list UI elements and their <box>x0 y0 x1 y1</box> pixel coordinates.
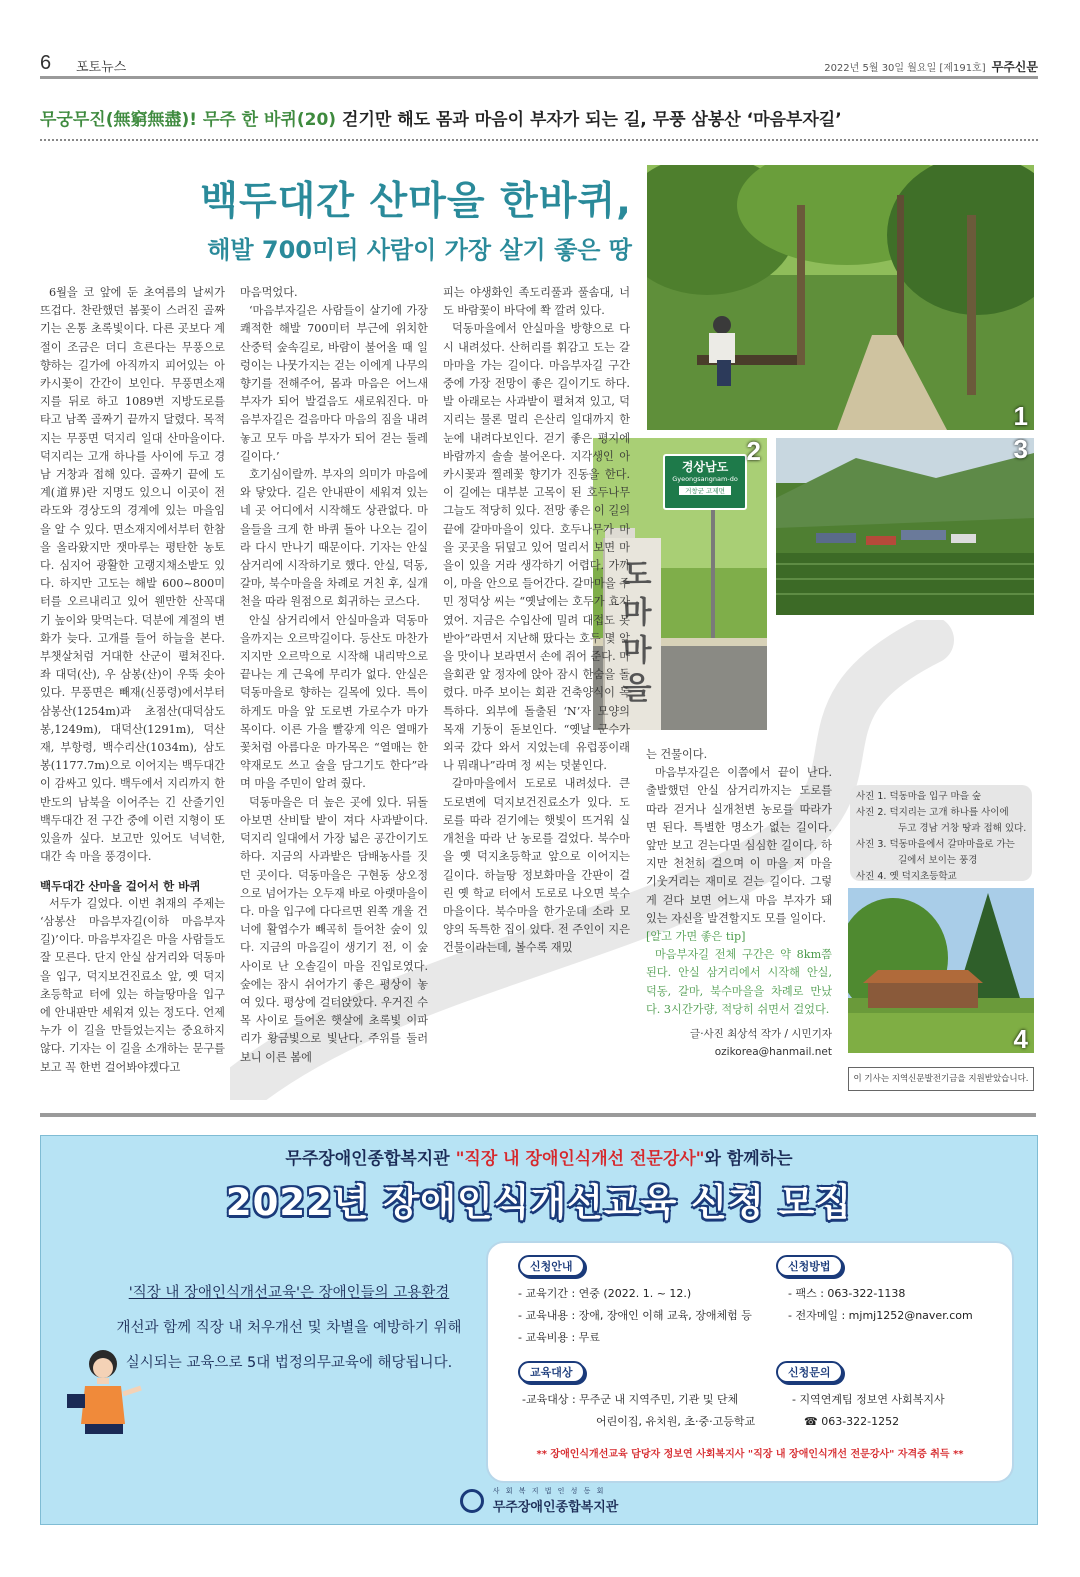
ad-top-tail: 와 함께하는 <box>704 1149 793 1169</box>
series-title <box>40 105 1038 141</box>
byline-email[interactable]: ozikorea@hanmail.net <box>714 1046 832 1059</box>
col2-para-4: 덕동마을은 더 높은 곳에 있다. 뒤돌아보면 산비탈 밭이 져다 사과밭이다. 덕지리 일대에서 가장 넓은 공간이기도 하다. 지금의 사과밭은 담배농사를 짓던 곳이다. 덕동마을은 구현동 상오정으로 넘어가는 오두재 바로 아랫마을이다. 마을 입구에 다다르면 왼쪽 개울 건너에 활엽수가 빼곡히 들어찬 숲이 있다. 지금의 마음길이 생기기 전, 이 숲 사이로 난 오솔길이 마을 진입로였다. 숲에는 잠시 쉬어가기 좋은 평상이 놓여 있다. 평상에 걸터앉았다. 우거진 수목 사이로 들어온 햇살에 초록빛 이파리가 황금빛으로 빛난다. 주위를 둘러보니 이른 봄에 <box>240 795 428 1064</box>
col4-para-0: 는 건물이다. <box>646 748 708 761</box>
col1-para-b: 서두가 길었다. 이번 취재의 주제는 ‘삼봉산 마음부자길(이하 마음부자길)’이다. 마음부자길은 마을 사람들도 잘 모른다. 단지 안실 삼거리와 덕동마을 입구, 덕지보건진료소 앞, 옛 덕지초등학교 터에 있는 하늘땅마을 입구에 안내판만 세워져 있는 정도다. 언제 누가 이 길을 만들었는지는 중요하지 않다. 기자는 이 길을 소개하는 문구를 보고 꼭 한번 걸어봐야겠다고 <box>40 896 225 1074</box>
photo-number-2: 2 <box>746 438 761 466</box>
target-line-1: -교육대상 : 무주군 내 지역주민, 기관 및 단체 <box>522 1393 739 1406</box>
forest-path-image <box>647 165 1034 430</box>
headline <box>120 170 632 265</box>
valley-view-image <box>776 438 1034 615</box>
caption-2a: 사진 2. 덕지리는 고개 하나를 사이에 <box>856 807 1009 818</box>
ad-org-logo <box>41 1486 1037 1515</box>
ad-top-line <box>41 1144 1037 1169</box>
col2-para-1: ‘마음부자길은 사람들이 살기에 가장 쾌적한 해발 700미터 부근에 위치한 산중턱 숲속길로, 바람이 불어올 때 일렁이는 나뭇가지는 걷는 이에게 나무의 향기를 전해주어, 몸과 마음은 어느새 부자가 되어 발걸음도 새로워진다. 마음부자길은 걸음마다 마음의 짐을 내려놓고 모두 마음 부자가 되어 걷는 둘레길이다.’ <box>240 304 428 463</box>
photo-old-school <box>848 888 1034 1053</box>
ad-info-box <box>486 1241 1014 1483</box>
caption-4: 사진 4. 옛 덕지초등학교 <box>856 871 957 882</box>
photo-captions <box>850 785 1032 881</box>
issue-date <box>824 58 1038 75</box>
col3-para-1: 덕동마을에서 안실마을 방향으로 다시 내려섰다. 산허리를 휘감고 도는 갈마마을 가는 길이다. 마음부자길 구간 중에 가장 전망이 좋은 길이기도 하다. 발 아래로는 사과밭이 펼쳐져 있고, 덕지리는 물론 멀리 은산리 일대까지 한눈에 내려다보인다. 걷기 좋은 평지에 바람까지 솔솔 불어온다. 지각생인 아카시꽃과 찔레꽃 향기가 진동을 한다. 이 길에는 대부분 고목이 된 호두나무 그늘도 적당히 있다. 전망 좋은 이 길의 끝에 갈마마을이 있다. 호두나무가 마을 곳곳을 뒤덮고 있어 멀리서 보면 마을이 있을 거라 생각하기 어렵다. 가까이, 마을 안으로 들어간다. 갈마마을 주민 정덕상 씨는 “옛날에는 호두가 효자였어. 지금은 수입산에 밀려 대접도 못 받아”라면서 지난해 땄다는 호두 몇 알을 맛이나 보라면서 손에 쥐어 준다. 마을회관 앞 정자에 앉아 잠시 한숨을 돌렸다. 마주 보이는 회관 건축양식이 독특하다. 외부에 돌출된 ‘N’자 모양의 목재 기둥이 돋보인다. “옛날 군수가 외국 갔다 와서 지었는데 유럽풍이래나 뭐래나”라며 정 씨는 덧붙인다. <box>443 322 631 773</box>
ad-desc-line-3: 실시되는 교육으로 5대 법정의무교육에 해당됩니다. <box>125 1355 453 1371</box>
article-column-3 <box>443 284 630 958</box>
photo-number-4: 4 <box>1013 1024 1028 1053</box>
old-school-image <box>848 888 1034 1053</box>
sign-korean: 경상남도 <box>681 460 729 474</box>
caption-3a: 사진 3. 덕동마을에서 갈마마을로 가는 <box>856 839 1015 850</box>
target-line-2: 어린이집, 유치원, 초·중·고등학교 <box>596 1415 756 1428</box>
col2-para-2: 호기심이랄까. 부자의 의미가 마음에 와 닿았다. 길은 안내판이 세워져 있는 네 곳 어디에서 시작해도 상관없다. 마을들을 크게 한 바퀴 돌아 나오는 길이라 다시 만나기 때문이다. 기자는 안실 삼거리에 시작하기로 했다. 안실, 덕동, 갈마, 북수마을을 차례로 거친 후, 실개천을 따라 원점으로 회귀하는 코스다. <box>240 468 428 609</box>
method-email[interactable]: - 전자메일 : mjmj1252@naver.com <box>788 1309 973 1322</box>
photo-number-1: 1 <box>1013 401 1028 430</box>
section-name: 포토뉴스 <box>76 60 127 75</box>
page-number: 6 <box>40 52 52 74</box>
byline-author: 글·사진 최상석 작가 / 시민기자 <box>690 1028 832 1041</box>
org-logo-icon <box>460 1489 484 1513</box>
col1-subhead: 백두대간 산마을 걸어서 한 바퀴 <box>40 878 201 893</box>
ad-title: 2022년 장애인식개선교육 신청 모집 <box>225 1181 853 1224</box>
col4-para-1: 마음부자길은 이쯤에서 끝이 난다. 출발했던 안실 삼거리까지는 도로를 따라 걷거나 실개천변 농로를 따라가면 된다. 특별한 명소가 없는 길이다. 앞만 보고 걷는다면 심심한 길이다. 하지만 천천히 걸으며 이 마을 저 마을 기웃거리는 재미로 걷는 길이다. 그렇게 걷다 보면 어느새 마음 부자가 돼 있는 자신을 발견할지도 모를 일이다. <box>646 766 832 925</box>
pill-apply-info: 신청안내 <box>518 1255 585 1277</box>
tip-body: 마음부자길 전체 구간은 약 8km쯤 된다. 안실 삼거리에서 시작해 안실, 덕동, 갈마, 북수마을을 차례로 만났다. 3시간가량, 적당히 쉬면서 걸었다. <box>646 948 832 1016</box>
series-label: 무궁무진(無窮無盡)! 무주 한 바퀴(20) <box>40 110 337 130</box>
col3-para-2: 갈마마을에서 도로로 내려섰다. 큰 도로변에 덕지보건진료소가 있다. 도로를 따라 걷기에는 햇빛이 뜨거워 실개천을 따라 난 농로를 걸었다. 북수마을 옛 덕지초등학교 앞으로 이어지는 길이다. 하늘땅 정보화마을 간판이 걸린 옛 학교 터에서 도로로 나오면 북수마을이다. 북수마을 한가운데 소라 모양의 독특한 집이 있다. 전 주인이 지은 건물이라는데, 볼수록 재밌 <box>443 777 631 955</box>
article-column-4 <box>646 746 832 1061</box>
pill-apply-method: 신청방법 <box>776 1255 843 1277</box>
road-sign <box>663 454 747 510</box>
col2-para-0: 마음먹었다. <box>240 286 298 299</box>
col2-para-3: 안실 삼거리에서 안실마을과 덕동마을까지는 오르막길이다. 등산도 마찬가지지만 오르막으로 시작해 내리막으로 끝나는 게 근육에 무리가 없다. 안실은 덕동마을로 향하는 길목에 있다. 특이하게도 마을 앞 도로변 가로수가 마가목이다. 이른 가을 빨갛게 익은 열매가 꽃처럼 아름다운 마가목은 “열매는 한약재로도 쓰고 술을 담그기도 한다”라며 마을 주민이 알려 줬다. <box>240 613 428 791</box>
funding-notice: 이 기사는 지역신문발전기금을 지원받았습니다. <box>848 1067 1034 1091</box>
photo-forest-path <box>647 165 1034 430</box>
org-name: 무주장애인종합복지관 <box>492 1500 619 1515</box>
presenter-illustration <box>61 1344 151 1434</box>
info-period: - 교육기간 : 연중 (2022. 1. ~ 12.) <box>518 1287 692 1300</box>
caption-1: 사진 1. 덕동마을 입구 마을 숲 <box>856 791 982 802</box>
ad-desc-line-1: '직장 내 장애인식개선교육'은 장애인들의 고용환경 <box>128 1285 450 1301</box>
pill-inquiry: 신청문의 <box>776 1361 843 1383</box>
sign-roman: Gyeongsangnam-do <box>672 475 738 483</box>
page-header <box>40 52 1038 79</box>
series-subtitle: 걷기만 해도 몸과 마음이 부자가 되는 길, 무풍 삼봉산 ‘마음부자길’ <box>342 110 842 130</box>
ad-note: ** 장애인식개선교육 담당자 정보연 사회복지사 "직장 내 장애인식개선 전문강사" 자격증 취득 ** <box>536 1449 964 1460</box>
caption-2b: 두고 경남 거창 땅과 접해 있다. <box>898 823 1027 834</box>
headline-main: 백두대간 산마을 한바퀴, <box>200 179 632 224</box>
ad-desc-line-2: 개선과 함께 직장 내 처우개선 및 차별을 예방하기 위해 <box>116 1320 462 1336</box>
method-fax: - 팩스 : 063-322-1138 <box>788 1287 906 1300</box>
ad-top-org: 무주장애인종합복지관 <box>285 1149 456 1169</box>
byline <box>646 1025 832 1061</box>
ad-top-highlight: "직장 내 장애인식개선 전문강사" <box>455 1149 705 1169</box>
inquiry-phone[interactable]: ☎ 063-322-1252 <box>804 1415 900 1428</box>
date-text: 2022년 5월 30일 월요일 [제191호] <box>824 63 986 74</box>
sign-small: 거창군 고제면 <box>679 486 731 495</box>
paper-name: 무주신문 <box>991 60 1038 74</box>
photo-valley-view <box>776 438 1034 615</box>
col1-para: 6월을 코 앞에 둔 초여름의 날씨가 뜨겁다. 찬란했던 봄꽃이 스러진 골짜기는 온통 초록빛이다. 다른 곳보다 계절이 조금은 더디 흐른다는 무풍으로 향하는 길가에 아직까지 피어있는 아카시꽃이 간간이 보인다. 무풍면소재지를 뒤로 하고 1089번 지방도로를 타고 남쪽 골짜기 끝까지 달렸다. 목적지는 무풍면 덕지리 일대 산마을이다. 덕지리는 고개 하나를 사이에 두고 경남 거창과 접해 있다. 골짜기 끝에 도계(道界)란 지명도 있으니 이곳이 전라도와 경상도의 경계에 있는 마을임을 알 수 있다. 면소재지에서부터 한참을 올라왔지만 잿마루는 평탄한 농토다. 심지어 광활한 고랭지채소밭도 있다. 하지만 고도는 해발 600~800미터를 오르내리고 있어 웬만한 산꼭대기 높이와 맞먹는다. 덕분에 계절의 변화가 늦다. 고개를 들어 하늘을 본다. 부챗살처럼 거대한 산군이 펼쳐진다. 좌 대덕(산), 우 삼봉(산)이 우뚝 솟아 있다. 무풍면은 빼재(신풍령)에서부터 삼봉산(1254m)과 초점산(대덕삼도봉,1249m), 대덕산(1291m), 덕산재, 부항령, 백수리산(1034m), 삼도봉(1177.7m)으로 이어지는 백두대간이 감싸고 있다. 백두에서 지리까지 한반도의 남북을 이어주는 긴 산줄기인 백두대간 전 구간 중에 이런 지형이 또 있을까 싶다. 보고만 있어도 넉넉한, 대간 속 마을 풍경이다. <box>40 286 225 864</box>
org-small-name: 사 회 복 지 법 인 성 동 회 <box>492 1487 606 1495</box>
village-stone: 도마마을 <box>603 538 661 730</box>
advertisement-banner <box>40 1135 1038 1525</box>
headline-sub: 해발 700미터 사람이 가장 살기 좋은 땅 <box>207 236 632 264</box>
info-cost: - 교육비용 : 무료 <box>518 1331 600 1344</box>
article-column-2 <box>240 284 428 1067</box>
section-divider <box>40 1113 1036 1117</box>
tip-title: [알고 가면 좋은 tip] <box>646 930 746 944</box>
photo-number-3: 3 <box>1013 438 1028 464</box>
info-content: - 교육내용 : 장애, 장애인 이해 교육, 장애체험 등 <box>518 1309 752 1322</box>
article-column-1 <box>40 284 225 1077</box>
col3-para-0: 피는 야생화인 족도리풀과 풀솜대, 너도 바람꽃이 바닥에 쫙 깔려 있다. <box>443 286 630 318</box>
caption-3b: 길에서 보이는 풍경 <box>898 855 978 866</box>
pill-target: 교육대상 <box>518 1361 585 1383</box>
inquiry-line-1: - 지역연계팀 정보연 사회복지사 <box>792 1393 945 1406</box>
